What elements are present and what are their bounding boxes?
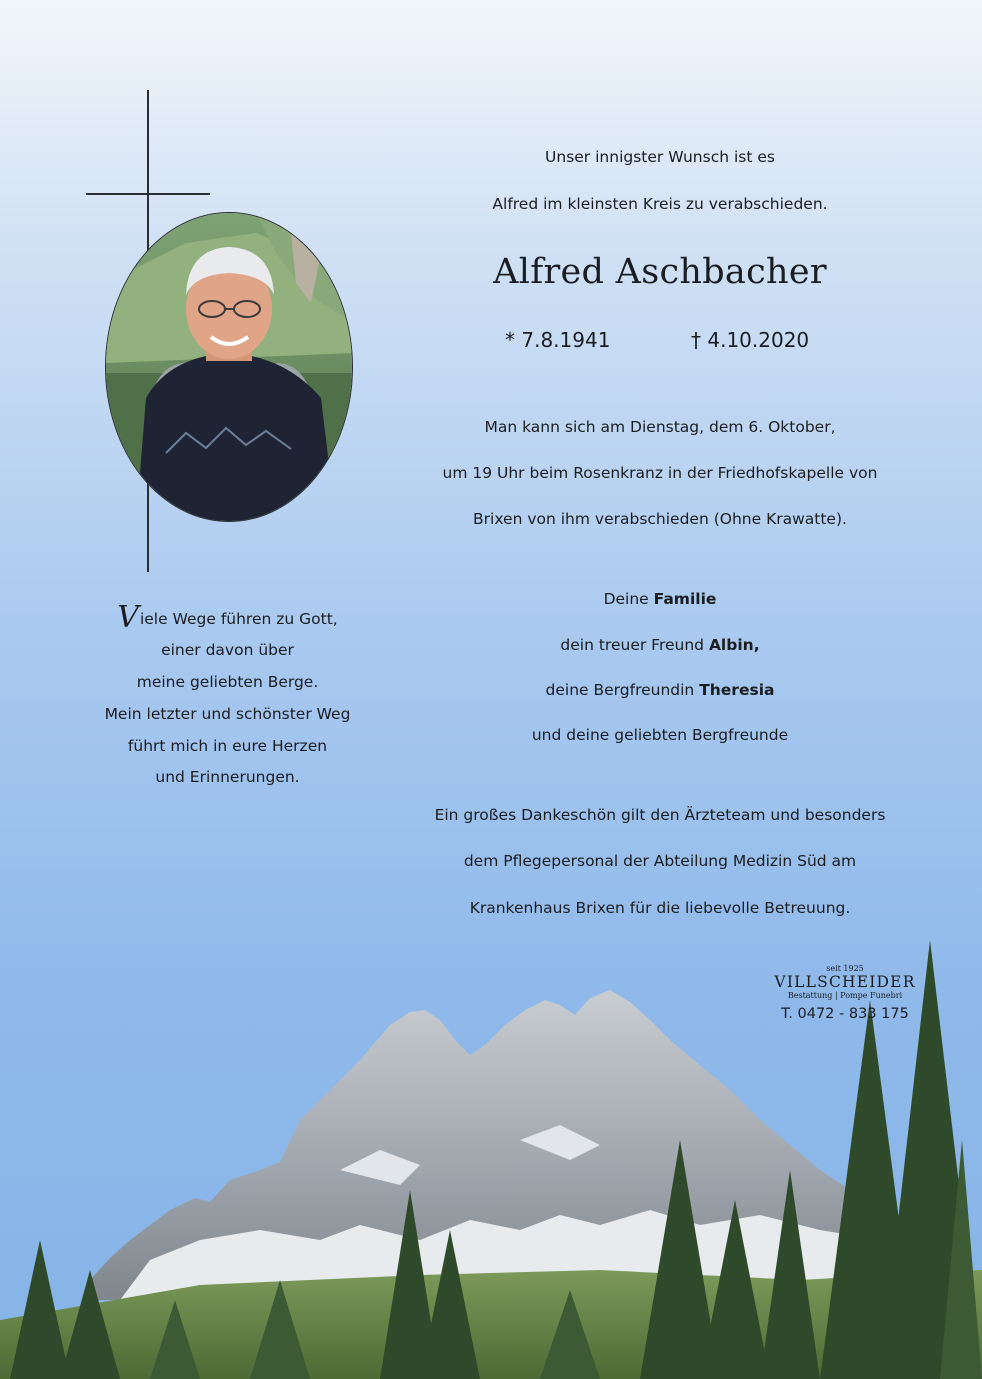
logo-since: seit 1925 — [826, 964, 864, 973]
farewell-line-1: Man kann sich am Dienstag, dem 6. Oktober, — [484, 418, 836, 436]
poem-line-3: meine geliebten Berge. — [136, 673, 319, 691]
thanks-line-2: dem Pflegepersonal der Abteilung Medizin Süd am — [463, 852, 857, 870]
mourner-family: Deine Familie — [603, 590, 717, 608]
poem-line-4: Mein letzter und schönster Weg — [104, 705, 351, 723]
deceased-name: Alfred Aschbacher — [493, 252, 827, 292]
death-symbol: † — [691, 328, 701, 352]
intro-line-1: Unser innigster Wunsch ist es — [545, 148, 775, 166]
death-date-value: 4.10.2020 — [707, 328, 810, 352]
logo-name: VILLSCHEIDER — [774, 973, 916, 991]
poem-line-6: und Erinnerungen. — [155, 768, 300, 786]
portrait-photo — [105, 212, 353, 522]
funeral-home-logo — [760, 964, 930, 1022]
poem-line-2: einer davon über — [161, 641, 294, 659]
birth-date — [505, 328, 610, 352]
mourner-mountain-friend: deine Bergfreundin Theresia — [545, 681, 775, 699]
logo-subtitle: Bestattung | Pompe Funebri — [787, 991, 903, 1000]
mourner-mountain-friends: und deine geliebten Bergfreunde — [531, 726, 789, 744]
poem-initial: V — [117, 600, 139, 635]
mourner-friend: dein treuer Freund Albin, — [560, 636, 760, 654]
farewell-line-2: um 19 Uhr beim Rosenkranz in der Friedhofskapelle von — [442, 464, 878, 482]
death-date — [691, 328, 809, 352]
farewell-line-3: Brixen von ihm verabschieden (Ohne Krawatte). — [473, 510, 847, 528]
thanks-line-1: Ein großes Dankeschön gilt den Ärzteteam und besonders — [434, 806, 886, 824]
logo-phone: T. 0472 - 833 175 — [781, 1006, 909, 1022]
poem-line-5: führt mich in eure Herzen — [127, 737, 328, 755]
intro-line-2: Alfred im kleinsten Kreis zu verabschieden. — [492, 195, 828, 213]
poem-line-1: Viele Wege führen zu Gott, — [117, 600, 338, 635]
birth-symbol: * — [505, 328, 515, 352]
thanks-line-3: Krankenhaus Brixen für die liebevolle Betreuung. — [469, 899, 851, 917]
birth-date-value: 7.8.1941 — [521, 328, 611, 352]
